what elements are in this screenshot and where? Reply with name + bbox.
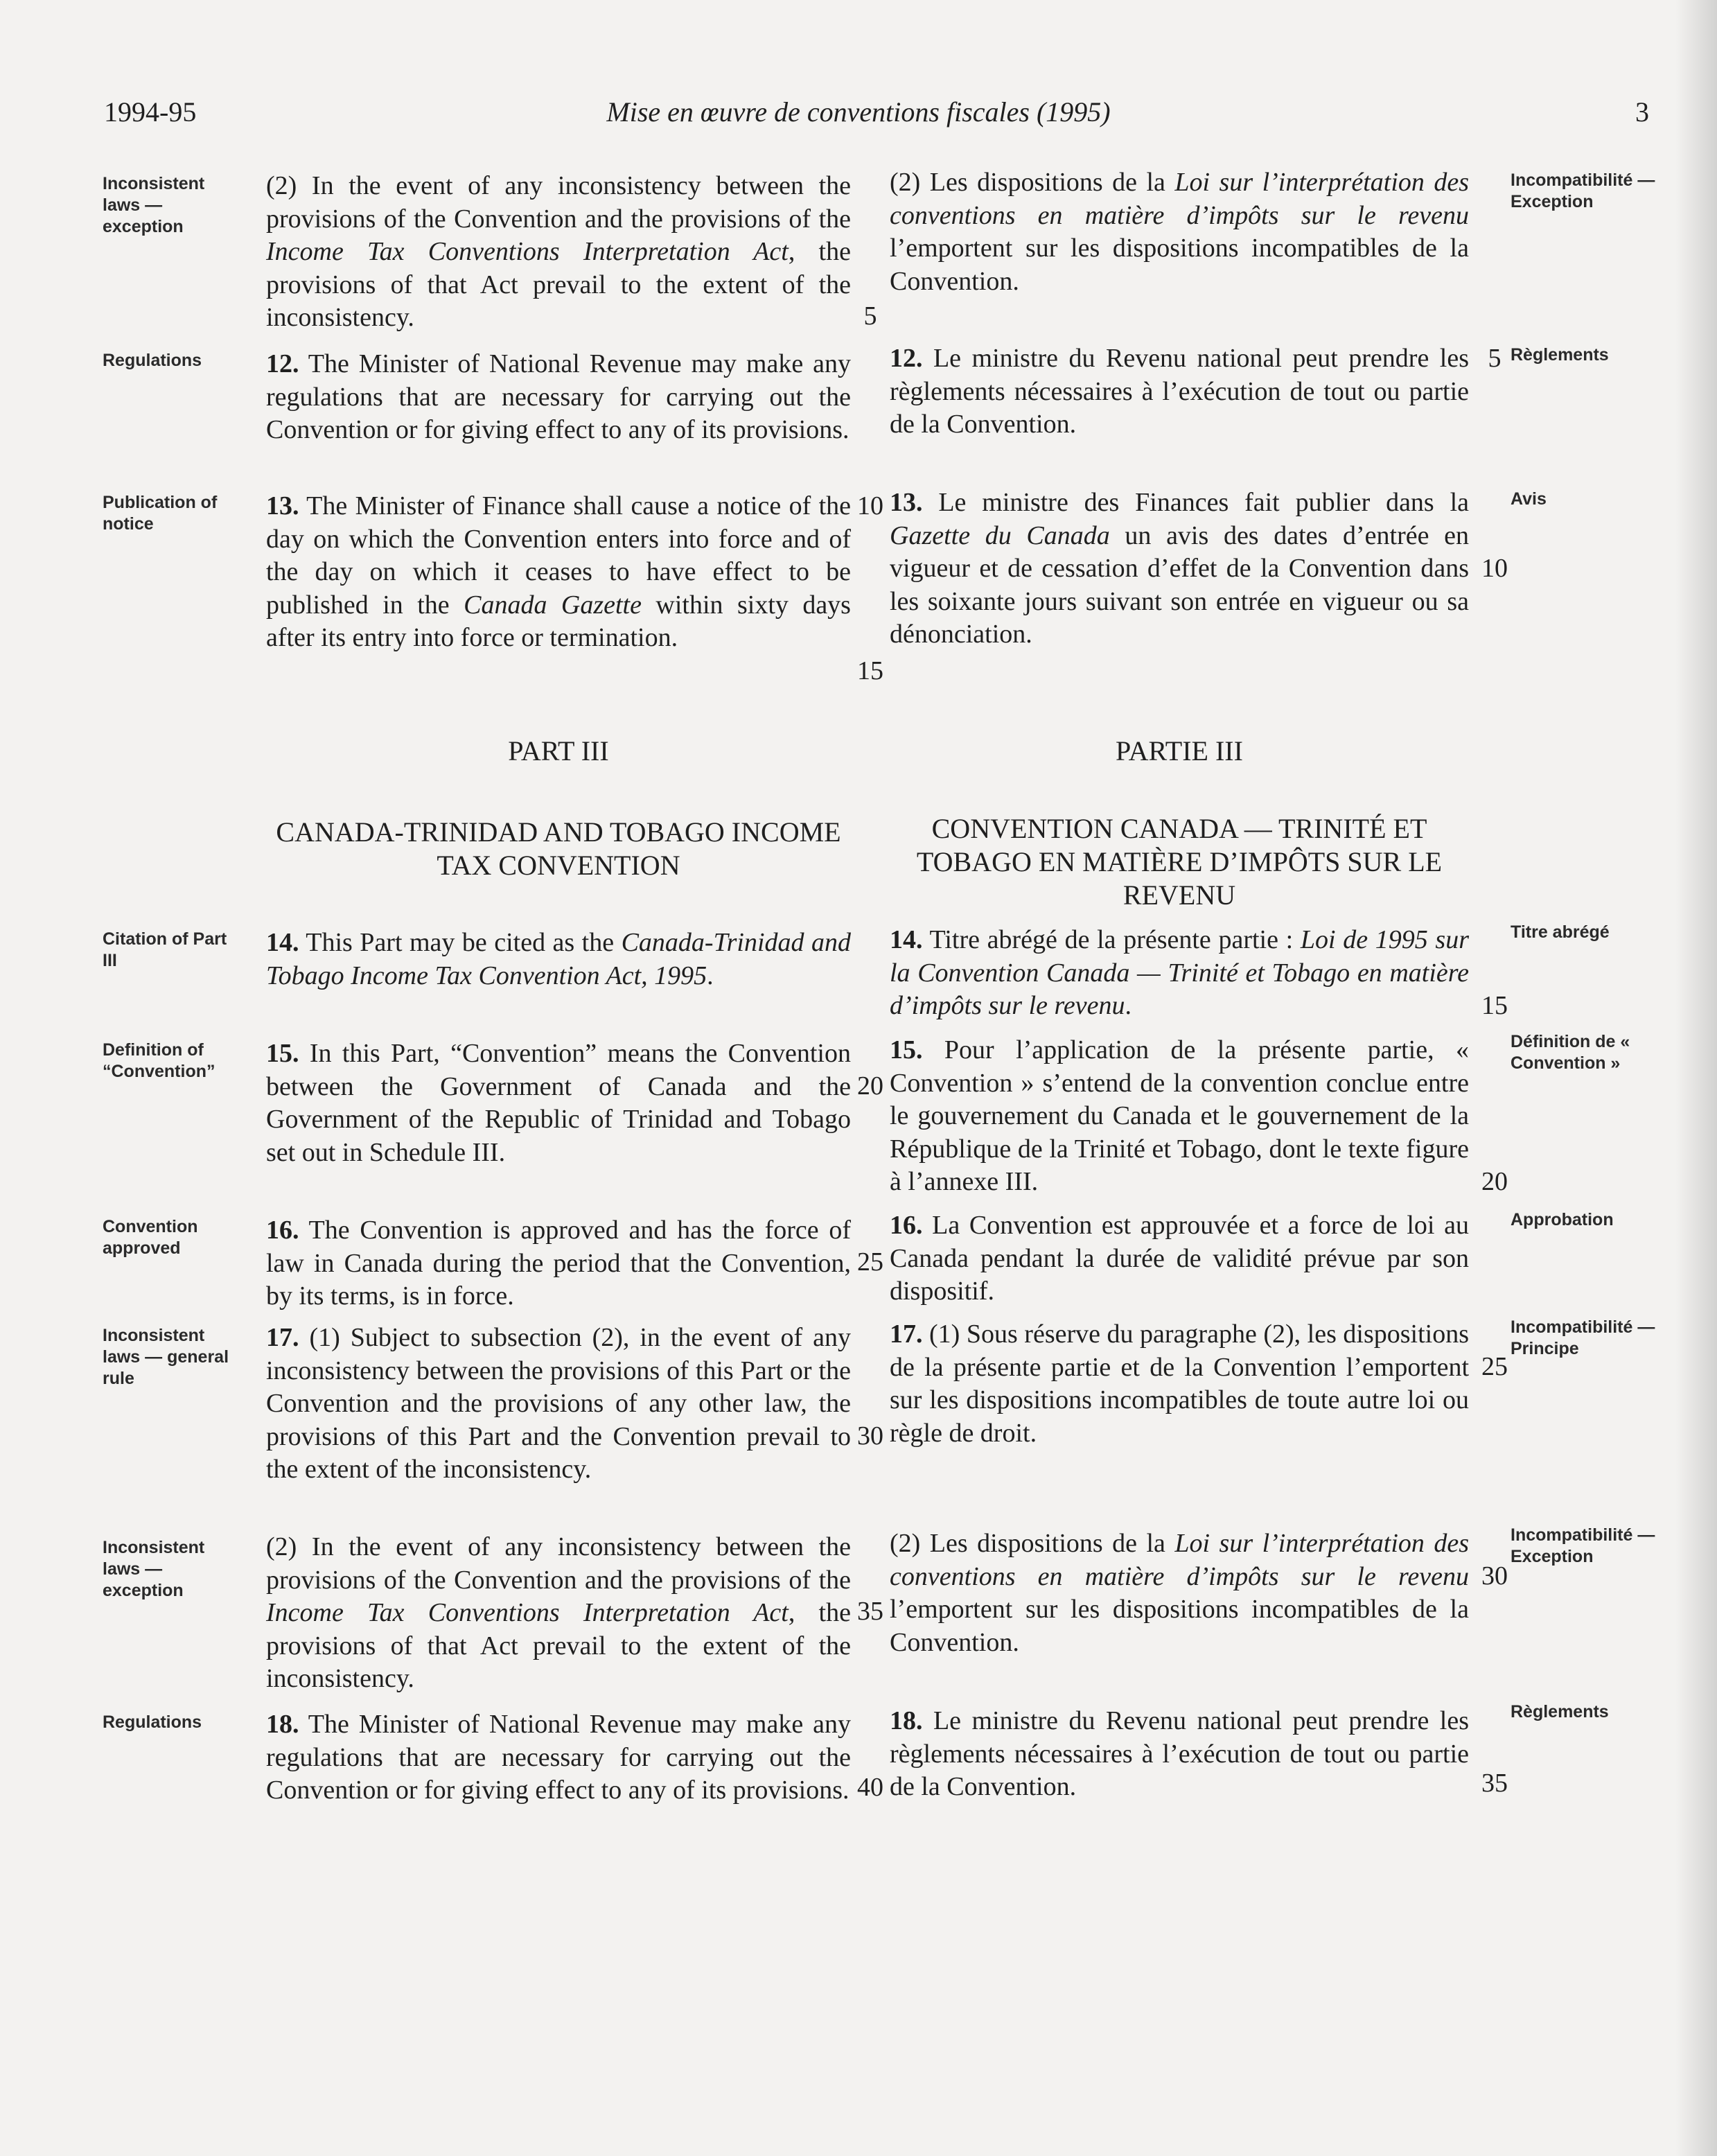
line-number-right-5: 5 <box>1488 344 1502 373</box>
margin-note-en-definition: Definition of “Convention” <box>103 1040 215 1081</box>
margin-note-fr-approbation: Approbation <box>1511 1210 1614 1229</box>
part-number-fr: PARTIE III <box>1116 735 1243 766</box>
line-number-mid-25: 25 <box>857 1247 883 1277</box>
section-14-en: 14. This Part may be cited as the Canada-Trinidad and Tobago Income Tax Convention Act, 1995. <box>266 928 851 990</box>
section-13-fr: 13. Le ministre des Finances fait publier dans la Gazette du Canada un avis des dates d’entrée en vigueur et de cessation d’effet de la Convention dans les soixante jours suivant son entrée en vigueur ou sa dénonciation. <box>890 488 1469 649</box>
page-edge-shadow <box>1675 0 1717 2156</box>
part-title-fr: CONVENTION CANADA — TRINITÉ ET TOBAGO EN MATIÈRE D’IMPÔTS SUR LE REVENU <box>916 813 1443 911</box>
section-17-1-fr: 17. (1) Sous réserve du paragraphe (2), les dispositions de la présente partie et de la Convention l’emportent sur les dispositions incompatibles de toute autre loi ou règle de droit. <box>890 1320 1469 1448</box>
section-12-fr: 12. Le ministre du Revenu national peut prendre les règlements nécessaires à l’exécution de tout ou partie de la Convention. <box>890 344 1469 439</box>
section-16-en: 16. The Convention is approved and has the force of law in Canada during the period that the Convention, by its terms, is in force. <box>266 1216 851 1311</box>
section-15-fr: 15. Pour l’application de la présente partie, « Convention » s’entend de la convention conclue entre le gouvernement du Canada et le gouvernement de la République de la Trinité et Tobago, dont le texte figure à l’annexe III. <box>890 1035 1469 1196</box>
section-15-en: 15. In this Part, “Convention” means the Convention between the Government of Canada and the Government of the Republic of Trinidad and Tobago set out in Schedule III. <box>266 1039 851 1167</box>
line-number-mid-10: 10 <box>857 491 883 520</box>
line-number-right-20: 20 <box>1481 1167 1508 1196</box>
margin-note-en-citation: Citation of Part III <box>103 929 227 970</box>
section-18-en: 18. The Minister of National Revenue may make any regulations that are necessary for carrying out the Convention or for giving effect to any of its provisions. <box>266 1710 851 1805</box>
line-number-right-10: 10 <box>1481 554 1508 583</box>
line-number-right-30: 30 <box>1481 1561 1508 1590</box>
line-number-right-15: 15 <box>1481 991 1508 1020</box>
line-number-mid-35: 35 <box>857 1597 883 1626</box>
section-17-1-en: 17. (1) Subject to subsection (2), in the event of any inconsistency between the provisions of this Part or the Convention and the provisions of any other law, the provisions of this Part and the Convention prevail to the extent of the inconsistency. <box>266 1323 851 1484</box>
margin-note-en-regulations: Regulations <box>103 351 202 370</box>
margin-note-fr-reglements-2: Règlements <box>1511 1702 1609 1721</box>
section-14-fr: 14. Titre abrégé de la présente partie : Loi de 1995 sur la Convention Canada — Trinité et Tobago en matière d’impôts sur le revenu. <box>890 925 1469 1020</box>
margin-note-en-inconsistent-exception: Inconsistent laws — exception <box>103 174 205 236</box>
section-13-en: 13. The Minister of Finance shall cause a notice of the day on which the Convention enters into force and of the day on which it ceases to have effect to be published in the Canada Gazette within sixty days after its entry into force or termination. <box>266 491 851 652</box>
line-number-mid-40: 40 <box>857 1773 883 1802</box>
margin-note-fr-definition: Définition de « Convention » <box>1511 1032 1630 1073</box>
margin-note-fr-incompatibilite-exception-2: Incompatibilité — Exception <box>1511 1525 1655 1566</box>
margin-note-en-publication: Publication of notice <box>103 493 218 534</box>
margin-note-fr-reglements: Règlements <box>1511 345 1609 365</box>
line-number-mid-20: 20 <box>857 1071 883 1101</box>
section-11-2-fr: (2) Les dispositions de la Loi sur l’interprétation des conventions en matière d’impôts sur le revenu l’emportent sur les dispositions incompatibles de la Convention. <box>890 168 1469 296</box>
line-number-mid-5: 5 <box>863 301 877 331</box>
page-number: 3 <box>1635 96 1649 128</box>
line-number-mid-15: 15 <box>857 656 883 685</box>
section-16-fr: 16. La Convention est approuvée et a force de loi au Canada pendant la durée de validité prévue par son dispositif. <box>890 1211 1469 1306</box>
line-number-mid-30: 30 <box>857 1421 883 1451</box>
line-number-right-35: 35 <box>1481 1769 1508 1798</box>
part-title-en: CANADA-TRINIDAD AND TOBAGO INCOME TAX CONVENTION <box>276 816 841 881</box>
section-12-en: 12. The Minister of National Revenue may make any regulations that are necessary for carrying out the Convention or for giving effect to any of its provisions. <box>266 349 851 444</box>
section-17-2-fr: (2) Les dispositions de la Loi sur l’interprétation des conventions en matière d’impôts sur le revenu l’emportent sur les dispositions incompatibles de la Convention. <box>890 1529 1469 1657</box>
margin-note-fr-principe: Incompatibilité — Principe <box>1511 1317 1655 1358</box>
header-title: Mise en œuvre de conventions fiscales (1995) <box>606 96 1111 128</box>
margin-note-en-general-rule: Inconsistent laws — general rule <box>103 1326 229 1388</box>
part-number-en: PART III <box>508 735 609 766</box>
section-18-fr: 18. Le ministre du Revenu national peut prendre les règlements nécessaires à l’exécution de tout ou partie de la Convention. <box>890 1706 1469 1801</box>
margin-note-fr-incompatibilite-exception: Incompatibilité — Exception <box>1511 170 1655 211</box>
margin-note-fr-avis: Avis <box>1511 489 1547 509</box>
margin-note-en-inconsistent-exception-2: Inconsistent laws — exception <box>103 1538 205 1600</box>
section-11-2-en: (2) In the event of any inconsistency between the provisions of the Convention and the provisions of the Income Tax Conventions Interpretation Act, the provisions of that Act prevail to the extent of the inconsistency. <box>266 171 851 332</box>
margin-note-en-approved: Convention approved <box>103 1217 198 1258</box>
line-number-right-25: 25 <box>1481 1352 1508 1381</box>
margin-note-fr-titre-abrege: Titre abrégé <box>1511 922 1610 942</box>
section-17-2-en: (2) In the event of any inconsistency between the provisions of the Convention and the provisions of the Income Tax Conventions Interpretation Act, the provisions of that Act prevail to the extent of the inconsistency. <box>266 1532 851 1693</box>
margin-note-en-regulations-2: Regulations <box>103 1712 202 1732</box>
header-session: 1994-95 <box>104 96 197 128</box>
